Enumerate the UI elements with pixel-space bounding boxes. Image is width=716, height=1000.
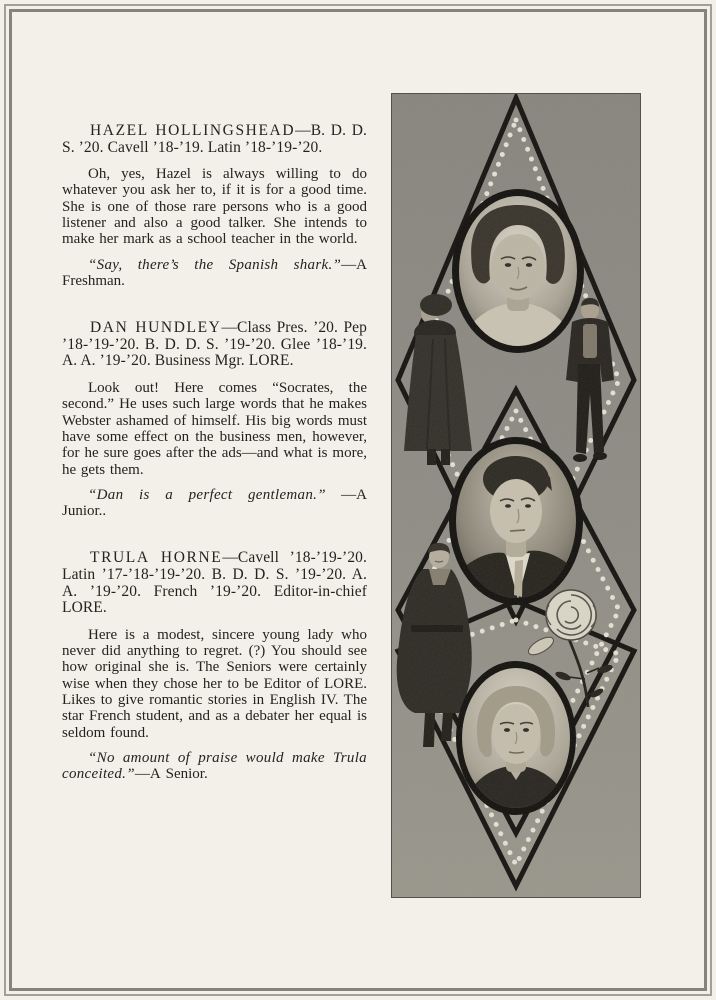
entries-column — [62, 123, 367, 782]
student-name: DAN HUNDLEY — [90, 319, 222, 337]
entry-body: Here is a modest, sincere young lady who never did anything to regret. (?) You should see how original she is. The Seniors were certainly wise when they chose her to be Editor of LORE. Likes to give romantic stories in English IV. The star French student, and as a debater her equal is seldom found. — [62, 626, 367, 741]
entry-heading — [62, 550, 367, 616]
entry-body: Oh, yes, Hazel is always willing to do whatever you ask her to, if it is for a good time. She is one of those rare persons who is a good listener and also a good talker. She intends to make her mark as a school teacher in the world. — [62, 166, 367, 248]
entry-hazel-hollingshead — [62, 123, 367, 289]
student-name: HAZEL HOLLINGSHEAD — [90, 122, 296, 139]
entry-heading — [62, 123, 367, 156]
entry-trula-horne — [62, 550, 367, 782]
quote-attribution: —A Junior.. — [62, 486, 367, 520]
quote-attribution: —A Freshman. — [62, 256, 367, 289]
student-name: TRULA HORNE — [90, 549, 223, 567]
quote-text: “No amount of praise would make Trula conceited.” — [62, 749, 367, 783]
photo-collage-panel — [391, 93, 641, 898]
entry-dan-hundley — [62, 320, 367, 519]
entry-quote — [62, 750, 367, 783]
quote-text: “Dan is a perfect gentleman.” — [88, 486, 326, 503]
student-activities: —B. D. D. S. ’20. Cavell ’18-’19. Latin ’18-’19-’20. — [62, 122, 367, 156]
photo-grain-overlay — [391, 93, 641, 898]
entry-body: Look out! Here comes “Socrates, the second.” He uses such large words that he makes Webster ashamed of himself. His big words must have some effect on the business men, however, for he sure goes after the ads—and what is more, he gets them. — [62, 380, 367, 478]
quote-text: “Say, there’s the Spanish shark.” — [88, 256, 342, 273]
quote-attribution: —A Senior. — [134, 766, 208, 783]
entry-quote — [62, 257, 367, 290]
entry-quote — [62, 487, 367, 520]
student-activities: —Cavell ’18-’19-’20. Latin ’17-’18-’19-’20. B. D. D. S. ’19-’20. A. A. ’19-’20. French ’19-’20. Editor-in-chief LORE. — [62, 549, 367, 617]
entry-heading — [62, 320, 367, 370]
student-activities: —Class Pres. ’20. Pep ’18-’19-’20. B. D. D. S. ’19-’20. Glee ’18-’19. A. A. ’19-’20. Business Mgr. LORE. — [62, 319, 368, 370]
